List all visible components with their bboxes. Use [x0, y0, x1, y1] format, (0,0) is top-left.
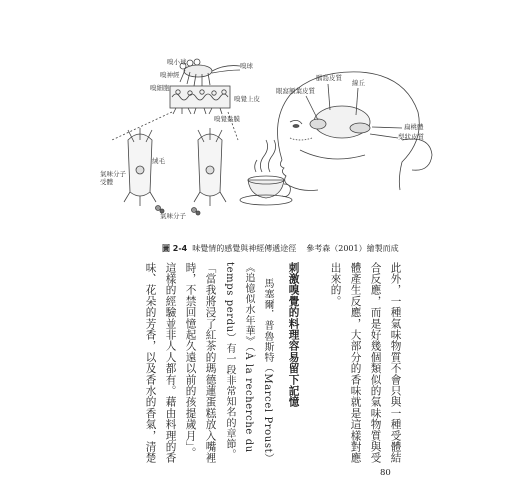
label-orbitofrontal-cortex: 眼窩額葉皮質: [276, 87, 315, 95]
label-piriform-cortex: 梨狀皮質: [398, 133, 424, 141]
section-heading: 刺激嗅覺的料理容易留下記憶: [287, 262, 300, 408]
label-cilia: 絨毛: [152, 157, 165, 165]
para-column-4: 「當我將浸了紅茶的瑪德蓮蛋糕放入嘴裡: [204, 262, 217, 464]
label-olfactory-cell: 嗅細胞: [150, 84, 170, 92]
para-column-6: 這樣的經驗並非人人都有。藉由料理的香: [164, 262, 177, 464]
label-receptor: 氣味分子受體: [100, 170, 126, 187]
caption-text: 味覺情的感覺與神經傳遞途徑: [192, 244, 297, 253]
body-column-3: 體產生反應，大部分的香味就是這樣對應: [349, 262, 362, 464]
epithelium-drawing: [170, 86, 230, 114]
body-column-4: 出來的。: [329, 262, 342, 307]
label-odor-molecule: 氣味分子: [160, 212, 186, 220]
para-column-5: 時，不禁回憶起久遠以前的孩提歲月」。: [184, 262, 197, 459]
label-olfactory-epithelium: 嗅覺上皮: [234, 95, 260, 103]
caption-credit: 參考森（2001）繪製而成: [306, 244, 399, 253]
label-mouth-cue: 線丘: [352, 79, 365, 87]
body-column-1: 此外，一種氣味物質不會只與一種受體結: [389, 262, 402, 464]
label-insular-cortex: 腦島皮質: [316, 74, 342, 82]
figure-caption: [162, 243, 399, 254]
label-olfactory-nerve: 嗅神經: [160, 71, 180, 79]
para-column-2: 《追憶似水年華》（À la recherche du: [243, 262, 254, 453]
para-column-7: 味、花朵的芳香，以及香水的香氣，清楚: [144, 262, 157, 464]
olfactory-pathway-figure: [0, 0, 520, 240]
para-column-3: temps perdu）有一段非常知名的章節。: [224, 262, 235, 460]
label-olfactory-bulb: 嗅球: [240, 62, 253, 70]
page-number: 80: [380, 468, 391, 478]
para-column-1: 馬塞爾．普魯斯特（Marcel Proust）: [262, 278, 273, 464]
label-olfactory-mucus: 嗅覺黏膜: [214, 115, 240, 123]
body-column-2: 合反應，而是好幾個類似的氣味物質與受: [369, 262, 382, 464]
olfactory-bulb-drawing: [180, 59, 240, 86]
receptor-cells-drawing: [124, 128, 226, 206]
label-amygdala: 扁桃體: [404, 123, 424, 131]
label-olfactory-bulb-small: 嗅小球: [167, 58, 187, 66]
caption-label: 圖 2-4: [162, 244, 188, 253]
tea-cup-drawing: [240, 140, 292, 205]
